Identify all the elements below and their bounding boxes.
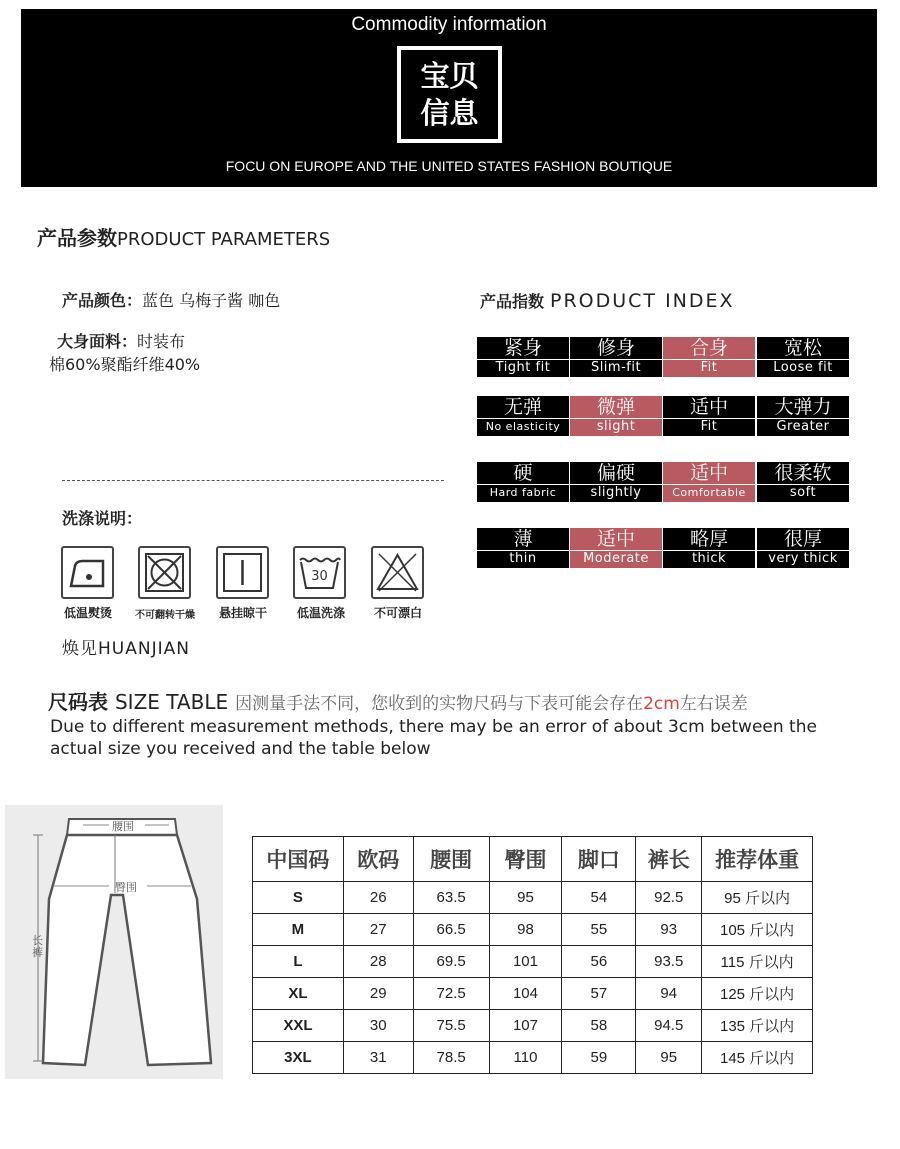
index-row	[477, 396, 849, 436]
no-bleach-icon	[371, 546, 424, 599]
size-value-cell: 115 斤以内	[702, 946, 813, 978]
index-cell-selected	[663, 337, 755, 377]
size-value-cell: 107	[489, 1010, 562, 1042]
size-value-cell: 57	[562, 978, 636, 1010]
index-cell	[757, 337, 849, 377]
size-value-cell: 55	[562, 914, 636, 946]
wash-temp: 30	[311, 569, 328, 584]
size-table-header	[253, 837, 813, 882]
size-value-cell: 58	[562, 1010, 636, 1042]
index-row	[477, 337, 849, 377]
wash-label-wash: 低温洗涤	[296, 606, 345, 620]
table-row	[253, 978, 813, 1010]
diagram-length-label: 长裤	[32, 934, 43, 959]
index-cell-en: Fit	[700, 419, 718, 434]
size-header-cell: 脚口	[562, 837, 636, 882]
size-value-cell: 95 斤以内	[702, 882, 813, 914]
brand-name: 焕见HUANJIAN	[62, 639, 190, 659]
index-cell-cn: 很柔软	[774, 462, 832, 484]
size-value-cell: 101	[489, 946, 562, 978]
index-cell-en: thin	[509, 551, 537, 566]
table-row	[253, 1010, 813, 1042]
size-value-cell: 29	[343, 978, 413, 1010]
size-note-highlight: 2cm	[643, 694, 680, 714]
index-cell-cn: 薄	[513, 528, 533, 550]
size-note-b: 左右误差	[679, 694, 748, 714]
fabric-label: 大身面料：	[57, 332, 138, 351]
index-title	[480, 289, 735, 312]
table-row	[253, 946, 813, 978]
index-cell-en: Moderate	[583, 551, 649, 566]
index-title-cn: 产品指数	[480, 292, 545, 311]
size-value-cell: 125 斤以内	[702, 978, 813, 1010]
size-title-cn: 尺码表	[48, 690, 108, 714]
index-cell	[477, 396, 569, 436]
size-value-cell: 145 斤以内	[702, 1042, 813, 1074]
composition: 棉60%聚酯纤维40%	[49, 355, 201, 374]
index-cell-en: slightly	[590, 485, 642, 500]
index-cell-en: No elasticity	[485, 420, 561, 433]
index-cell	[663, 528, 755, 568]
size-value-cell: 95	[489, 882, 562, 914]
fabric-row	[57, 329, 185, 352]
index-cell-cn: 宽松	[783, 337, 822, 359]
wash-title: 洗涤说明：	[62, 509, 143, 528]
index-cell-cn: 修身	[596, 337, 635, 359]
size-value-cell: 135 斤以内	[702, 1010, 813, 1042]
params-title-cn: 产品参数	[37, 226, 117, 250]
color-label: 产品颜色：	[62, 291, 143, 310]
size-header-cell: 推荐体重	[702, 837, 813, 882]
hang-dry-icon	[216, 546, 269, 599]
size-value-cell: 104	[489, 978, 562, 1010]
table-row	[253, 914, 813, 946]
index-cell-en: Slim-fit	[590, 360, 642, 375]
size-title	[48, 686, 748, 715]
index-cell	[477, 337, 569, 377]
index-cell	[477, 528, 569, 568]
wash-label-hang: 悬挂晾干	[218, 606, 267, 620]
size-note-a: 因测量手法不同，您收到的实物尺码与下表可能会存在	[235, 694, 644, 714]
index-cell-en: very thick	[768, 551, 838, 566]
table-row	[253, 1042, 813, 1074]
wash-label-iron: 低温熨烫	[63, 606, 112, 620]
size-header-cell: 腰围	[413, 837, 489, 882]
index-cell-cn: 适中	[689, 462, 728, 484]
wash-label-bleach: 不可漂白	[373, 606, 422, 620]
banner-top-text: Commodity information	[351, 14, 547, 35]
size-value-cell: 31	[343, 1042, 413, 1074]
color-row	[62, 288, 280, 311]
size-header-cell: 裤长	[636, 837, 702, 882]
size-header-cell: 臀围	[489, 837, 562, 882]
index-cell	[477, 462, 569, 502]
size-table	[252, 836, 813, 1074]
size-value-cell: 72.5	[413, 978, 489, 1010]
index-cell-selected	[570, 528, 662, 568]
size-value-cell: 56	[562, 946, 636, 978]
index-cell-en: slight	[596, 419, 636, 434]
size-value-cell: 26	[343, 882, 413, 914]
fabric-value: 时装布	[137, 332, 186, 351]
size-code-cell: M	[253, 914, 344, 946]
iron-low-temp-icon	[61, 546, 114, 599]
size-header-cell: 中国码	[253, 837, 344, 882]
size-value-cell: 63.5	[413, 882, 489, 914]
index-cell-cn: 大弹力	[774, 396, 832, 418]
index-cell	[757, 396, 849, 436]
index-cell-cn: 硬	[513, 462, 533, 484]
divider	[62, 480, 444, 481]
size-value-cell: 27	[343, 914, 413, 946]
size-code-cell: XXL	[253, 1010, 344, 1042]
index-cell-en: soft	[789, 485, 817, 500]
index-cell	[757, 528, 849, 568]
size-value-cell: 95	[636, 1042, 702, 1074]
size-code-cell: 3XL	[253, 1042, 344, 1074]
diagram-waist-label: 腰围	[112, 820, 134, 833]
wash-label-tumble: 不可翻转干燥	[135, 610, 195, 621]
no-tumble-dry-icon	[138, 546, 191, 599]
index-cell-cn: 紧身	[503, 337, 542, 359]
size-value-cell: 30	[343, 1010, 413, 1042]
index-cell-cn: 略厚	[689, 528, 728, 550]
size-value-cell: 66.5	[413, 914, 489, 946]
size-value-cell: 105 斤以内	[702, 914, 813, 946]
index-cell-selected	[570, 396, 662, 436]
banner-title: 宝贝信息	[420, 58, 479, 130]
size-value-cell: 98	[489, 914, 562, 946]
params-title-en: PRODUCT PARAMETERS	[117, 229, 331, 250]
banner-title-box	[397, 46, 502, 143]
size-value-cell: 28	[343, 946, 413, 978]
color-value: 蓝色 乌梅子酱 咖色	[142, 291, 281, 310]
banner-bottom-text: FOCU ON EUROPE AND THE UNITED STATES FASHION BOUTIQUE	[225, 158, 673, 174]
index-cell-cn: 偏硬	[596, 462, 635, 484]
size-value-cell: 78.5	[413, 1042, 489, 1074]
params-title	[37, 222, 330, 251]
size-value-cell: 54	[562, 882, 636, 914]
size-note	[235, 694, 748, 714]
index-cell-selected	[663, 462, 755, 502]
index-cell-en: Fit	[700, 360, 718, 375]
diagram-hip-label: 臀围	[115, 881, 137, 894]
size-header-cell: 欧码	[343, 837, 413, 882]
index-cell-en: Greater	[776, 419, 830, 434]
index-cell-cn: 无弹	[503, 396, 542, 418]
size-value-cell: 94.5	[636, 1010, 702, 1042]
index-cell	[570, 462, 662, 502]
index-cell-cn: 适中	[689, 396, 728, 418]
size-code-cell: S	[253, 882, 344, 914]
index-cell-en: Loose fit	[773, 360, 833, 375]
size-value-cell: 69.5	[413, 946, 489, 978]
index-cell-cn: 微弹	[596, 396, 635, 418]
pants-diagram	[5, 805, 223, 1079]
index-cell	[570, 337, 662, 377]
size-code-cell: L	[253, 946, 344, 978]
size-title-en: SIZE TABLE	[114, 690, 229, 714]
header-banner	[21, 9, 877, 187]
size-code-cell: XL	[253, 978, 344, 1010]
index-cell-cn: 合身	[689, 337, 728, 359]
size-value-cell: 59	[562, 1042, 636, 1074]
size-value-cell: 93	[636, 914, 702, 946]
size-value-cell: 75.5	[413, 1010, 489, 1042]
index-cell-en: thick	[691, 551, 727, 566]
size-value-cell: 92.5	[636, 882, 702, 914]
index-cell-en: Hard fabric	[489, 486, 557, 499]
index-row	[477, 528, 849, 568]
index-title-en: PRODUCT INDEX	[550, 290, 735, 312]
size-value-cell: 110	[489, 1042, 562, 1074]
size-value-cell: 93.5	[636, 946, 702, 978]
index-row	[477, 462, 849, 502]
index-cell-cn: 适中	[596, 528, 635, 550]
index-cell-cn: 很厚	[783, 528, 822, 550]
table-row	[253, 882, 813, 914]
size-value-cell: 94	[636, 978, 702, 1010]
index-cell	[757, 462, 849, 502]
size-description: Due to different measurement methods, there may be an error of about 3cm between the actual size you received and the table below	[50, 717, 817, 759]
wash-30-icon	[293, 546, 346, 599]
index-cell-en: Comfortable	[672, 486, 746, 499]
index-cell	[663, 396, 755, 436]
index-cell-en: Tight fit	[495, 360, 551, 375]
